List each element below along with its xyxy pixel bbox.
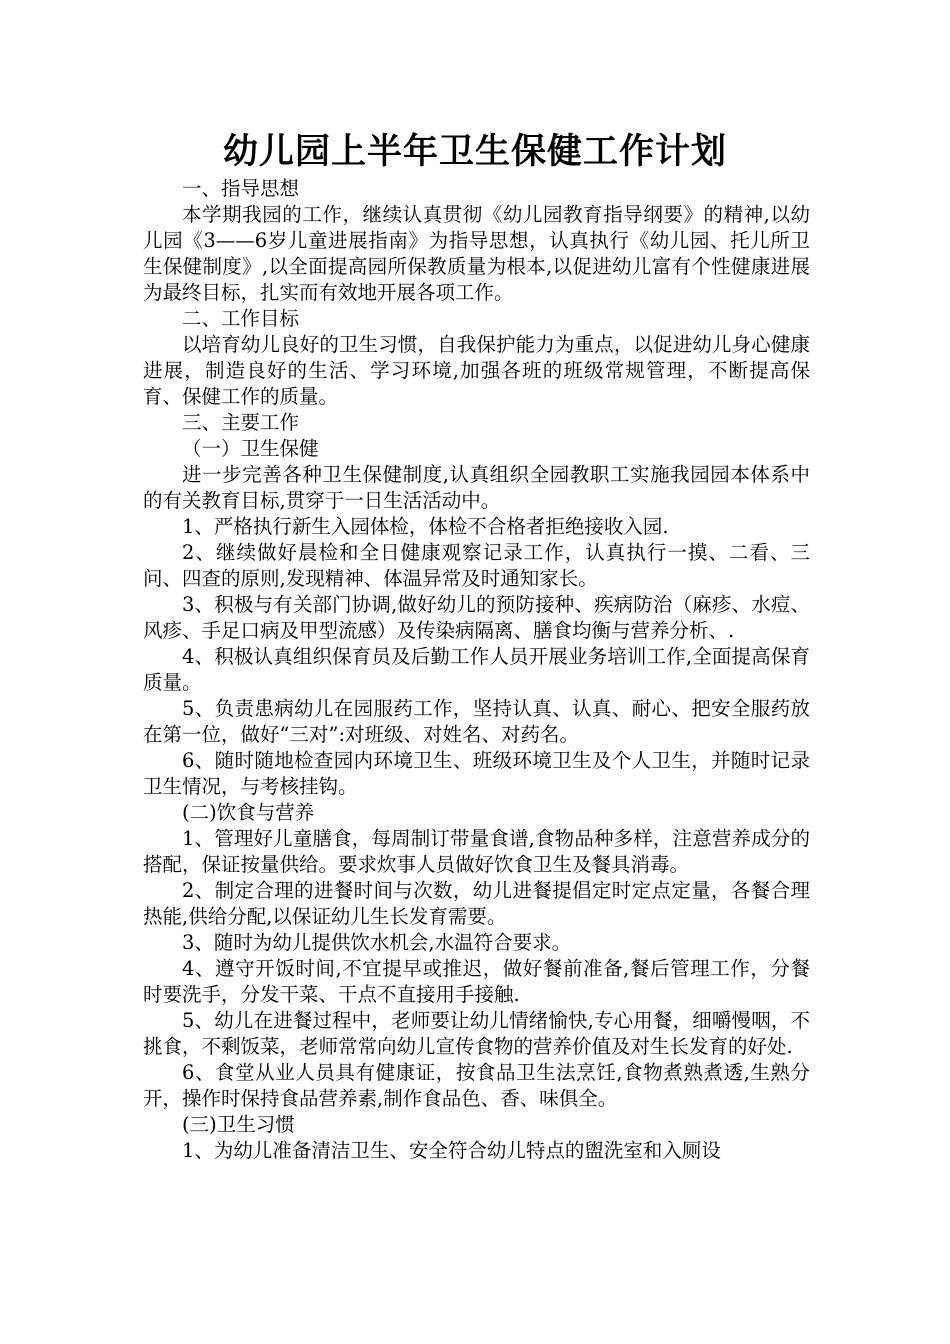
heading-work-goals: 二、工作目标 (182, 307, 300, 330)
paragraph-work-goals: 以培育幼儿良好的卫生习惯，自我保护能力为重点，以促进幼儿身心健康进展，制造良好的生活、学习环境,加强各班的班级常规管理，不断提高保育、保健工作的质量。 (143, 333, 810, 408)
document-title: 幼儿园上半年卫生保健工作计划 (222, 131, 727, 172)
list-item-health-3: 3、积极与有关部门协调,做好幼儿的预防接种、疾病防治（麻疹、水痘、风疹、手足口病及甲型流感）及传染病隔离、膳食均衡与营养分析、. (143, 593, 810, 642)
list-item-health-2: 2、继续做好晨检和全日健康观察记录工作，认真执行一摸、二看、三问、四查的原则,发现精神、体温异常及时通知家长。 (143, 541, 810, 590)
document-body (143, 176, 810, 1164)
list-item-diet-6: 6、食堂从业人员具有健康证，按食品卫生法烹饪,食物煮熟煮透,生熟分开，操作时保持食品营养素,制作食品色、香、味俱全。 (143, 1061, 810, 1110)
heading-guiding-ideology: 一、指导思想 (182, 177, 300, 200)
list-item-diet-2: 2、制定合理的进餐时间与次数，幼儿进餐提倡定时定点定量，各餐合理热能,供给分配,以保证幼儿生长发育需要。 (143, 879, 810, 928)
list-item-health-6: 6、随时随地检查园内环境卫生、班级环境卫生及个人卫生，并随时记录卫生情况，与考核挂钩。 (143, 749, 810, 798)
paragraph-health-care-intro: 进一步完善各种卫生保健制度,认真组织全园教职工实施我园园本体系中的有关教育目标,贯穿于一日生活活动中。 (143, 463, 810, 512)
list-item-diet-5: 5、幼儿在进餐过程中，老师要让幼儿情绪愉快,专心用餐，细嚼慢咽，不挑食，不剩饭菜，老师常常向幼儿宣传食物的营养价值及对生长发育的好处. (143, 1009, 810, 1058)
list-item-health-5: 5、负责患病幼儿在园服药工作，坚持认真、认真、耐心、把安全服药放在第一位，做好“三对”:对班级、对姓名、对药名。 (143, 697, 810, 746)
paragraph-guiding-ideology: 本学期我园的工作，继续认真贯彻《幼儿园教育指导纲要》的精神,以幼儿园《3——6岁儿童进展指南》为指导思想，认真执行《幼儿园、托儿所卫生保健制度》,以全面提高园所保教质量为根本,以促进幼儿富有个性健康进展为最终目标，扎实而有效地开展各项工作。 (143, 203, 810, 304)
subheading-hygiene-habits: (三)卫生习惯 (182, 1113, 295, 1136)
list-item-diet-1: 1、管理好儿童膳食，每周制订带量食谱,食物品种多样，注意营养成分的搭配，保证按量供给。要求炊事人员做好饮食卫生及餐具消毒。 (143, 827, 810, 876)
heading-main-work: 三、主要工作 (182, 411, 300, 434)
list-item-hygiene-1: 1、为幼儿准备清洁卫生、安全符合幼儿特点的盥洗室和入厕设 (182, 1139, 721, 1162)
subheading-diet-nutrition: (二)饮食与营养 (182, 801, 315, 824)
subheading-health-care: （一）卫生保健 (182, 437, 319, 460)
list-item-diet-3: 3、随时为幼儿提供饮水机会,水温符合要求。 (182, 931, 572, 954)
list-item-health-1: 1、严格执行新生入园体检，体检不合格者拒绝接收入园. (182, 515, 669, 538)
list-item-health-4: 4、积极认真组织保育员及后勤工作人员开展业务培训工作,全面提高保育质量。 (143, 645, 810, 694)
list-item-diet-4: 4、遵守开饭时间,不宜提早或推迟，做好餐前准备,餐后管理工作，分餐时要洗手，分发干菜、干点不直接用手接触. (143, 957, 810, 1006)
